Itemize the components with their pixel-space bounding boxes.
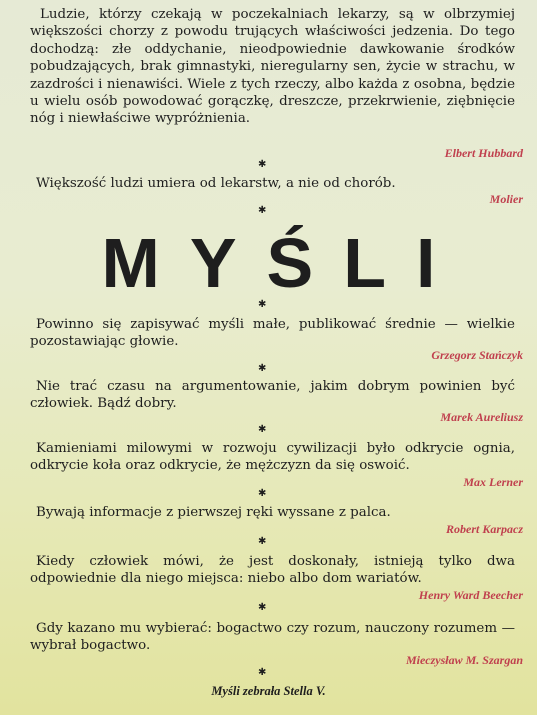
separator-icon: ✱ [258, 667, 267, 678]
footer-credit: Myśli zebrała Stella V. [211, 684, 326, 698]
quote-author: Mieczysław M. Szargan [405, 653, 523, 667]
quote-text: Bywają informacje z pierwszej ręki wyssane z palca. [36, 505, 391, 520]
page-title: MYŚLI [101, 224, 466, 302]
separator-icon: ✱ [258, 363, 267, 374]
quote-author: Molier [489, 192, 523, 206]
separator-icon: ✱ [258, 488, 267, 499]
quote-text: Kamieniami milowymi w rozwoju cywilizacji było odkrycie ognia, odkrycie koła oraz odkrycie, że mężczyzn da się oswoić. [30, 441, 515, 474]
quote-author: Elbert Hubbard [444, 146, 523, 160]
quote-text: Ludzie, którzy czekają w poczekalniach lekarzy, są w olbrzymiej większości chorzy z powodu trujących właściwości jedzenia. Do tego dochodzą: złe oddychanie, nieodpowiednie dawkowanie środków pobudzających, brak gimnastyki, nieregularny sen, życie w strachu, w zazdrości i nienawiści. Wiele z tych rzeczy, albo każda z osobna, będzie u wielu osób powodować gorączkę, dreszcze, przekrwienie, ziębnięcie nóg i niewłaściwe wypróżnienia. [30, 7, 515, 127]
separator-icon: ✱ [258, 602, 267, 613]
separator-icon: ✱ [258, 424, 267, 435]
separator-icon: ✱ [258, 299, 267, 310]
quote-author: Henry Ward Beecher [418, 588, 523, 602]
quote-author: Marek Aureliusz [440, 410, 523, 424]
quote-text: Gdy kazano mu wybierać: bogactwo czy rozum, nauczony rozumem — wybrał bogactwo. [30, 621, 515, 654]
quote-author: Robert Karpacz [445, 522, 523, 536]
quote-author: Grzegorz Stańczyk [431, 348, 523, 362]
quote-text: Nie trać czasu na argumentowanie, jakim dobrym powinien być człowiek. Bądź dobry. [30, 379, 515, 412]
separator-icon: ✱ [258, 159, 267, 170]
quote-text: Kiedy człowiek mówi, że jest doskonały, istnieją tylko dwa odpowiednie dla niego miejsca: niebo albo dom wariatów. [30, 554, 515, 587]
quote-text: Powinno się zapisywać myśli małe, publikować średnie — wielkie pozostawiając głowie. [30, 317, 515, 350]
quote-author: Max Lerner [463, 475, 523, 489]
quote-text: Większość ludzi umiera od lekarstw, a nie od chorób. [36, 176, 396, 191]
separator-icon: ✱ [258, 205, 267, 216]
separator-icon: ✱ [258, 536, 267, 547]
